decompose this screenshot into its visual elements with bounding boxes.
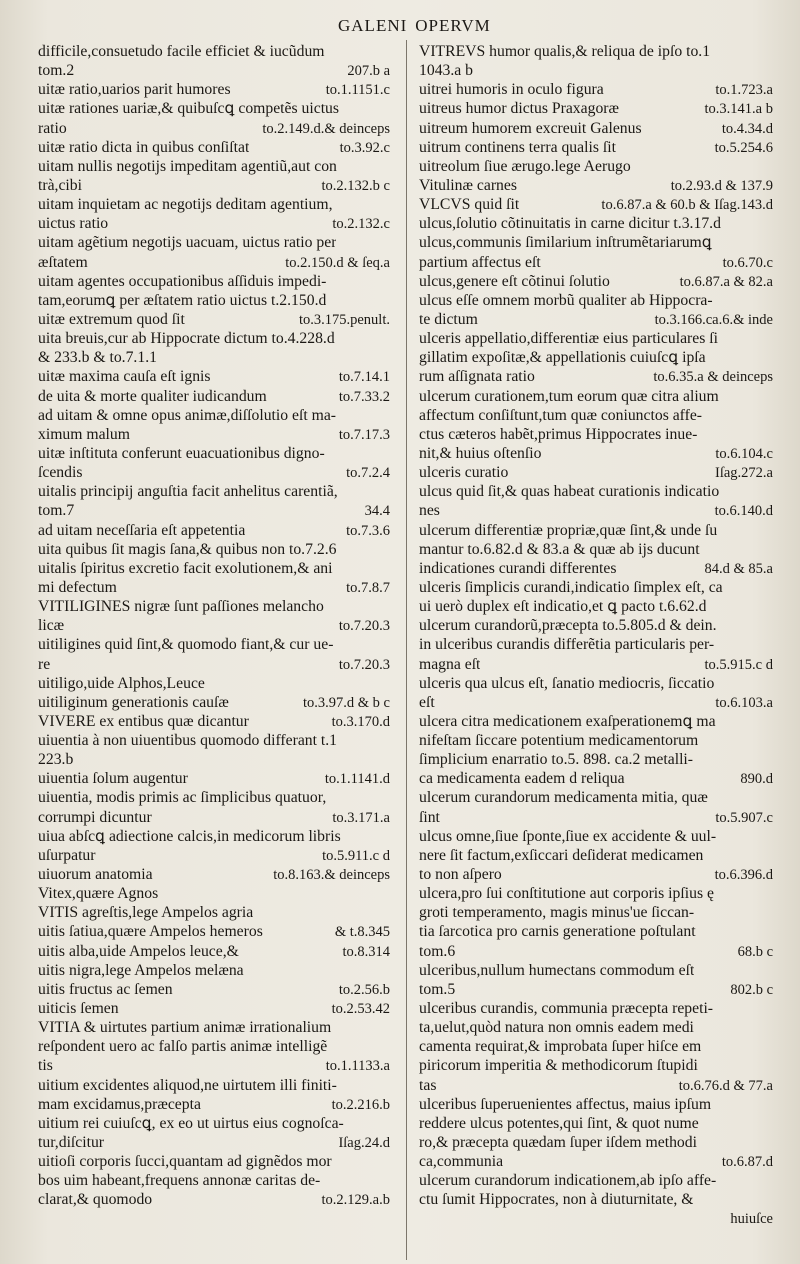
index-line: ulceris ſimplicis curandi,indicatio ſimplex eſt, ca [419, 578, 723, 596]
index-line: ulcerum curandorum medicamenta mitia, quæ [419, 789, 708, 807]
index-line: uitiligo,uide Alphos,Leuce [38, 674, 205, 692]
index-line: uictus ratio to.2.132.c [38, 215, 390, 233]
index-line: uitalis ſpiritus excretio facit exolutionem,& ani [38, 559, 333, 577]
index-line: uitreus humor dictus Praxagoræ to.3.141.a b [419, 100, 773, 118]
index-line: VITILIGINES nigræ ſunt paſſiones melancho [38, 598, 324, 616]
index-column-right [419, 42, 773, 1264]
index-line: uitis ſatiua,quære Ampelos hemeros & t.8.345 [38, 923, 390, 941]
index-line: bos uim habeant,frequens annonæ caritas de- [38, 1172, 321, 1190]
index-line: ulcerum curationem,tum eorum quæ citra alium [419, 387, 719, 405]
index-line: uitæ extremum quod ſit to.3.175.penult. [38, 310, 390, 328]
index-column-left [38, 42, 390, 1248]
index-line: ulceribus curandis, communia præcepta repeti- [419, 1000, 714, 1018]
column-divider [406, 40, 407, 1260]
index-line: uitæ maxima cauſa eſt ignis to.7.14.1 [38, 368, 390, 386]
index-line: ulcus omne,ſiue ſponte,ſiue ex accidente & uul- [419, 827, 717, 845]
index-line: ulcus quid ſit,& quas habeat curationis indicatio [419, 483, 720, 501]
index-line: ulcera citra medicationem exaſperationemꝗ ma [419, 712, 716, 730]
index-line: ad uitam & omne opus animæ,diſſolutio eſt ma- [38, 406, 337, 424]
index-line: re to.7.20.3 [38, 655, 390, 673]
index-line: piricorum imperitia & methodicorum ſtupidi [419, 1057, 698, 1075]
index-line: uita quibus ſit magis ſana,& quibus non to.7.2.6 [38, 540, 337, 558]
index-line: æſtatem to.2.150.d & ſeq.a [38, 253, 390, 271]
index-line: uitiliginum generationis cauſæ to.3.97.d & b c [38, 693, 390, 711]
index-line: ulceris appellatio,differentiæ eius particulares ſi [419, 330, 718, 348]
index-line: affectum conſiſtunt,tum quæ coniunctos affe- [419, 406, 703, 424]
index-line: reſpondent uero ac falſo partis animæ intelligẽ [38, 1038, 328, 1056]
index-line: ad uitam neceſſaria eſt appetentia to.7.3.6 [38, 521, 390, 539]
index-line: ulcerum differentiæ propriæ,quæ ſint,& unde ſu [419, 521, 718, 539]
index-line: ulcerum curandorũ,præcepta to.5.805.d & dein. [419, 617, 717, 635]
index-line: uiua abſcꝗ adiectione calcis,in medicorum libris [38, 827, 341, 845]
index-line: uitiligines quid ſint,& quomodo fiant,& cur ue- [38, 636, 334, 654]
index-line: uitis nigra,lege Ampelos melæna [38, 961, 244, 979]
index-line: 223.b [38, 751, 74, 769]
index-line [419, 1229, 773, 1248]
index-line: ſint to.5.907.c [419, 808, 773, 826]
index-line: uitam inquietam ac negotijs deditam agentium, [38, 196, 333, 214]
index-line: partium affectus eſt to.6.70.c [419, 253, 773, 271]
running-head-left: GALENI [338, 16, 408, 35]
index-line: nit,& huius oſtenſio to.6.104.c [419, 444, 773, 462]
running-head [338, 16, 538, 36]
index-line: uitæ ratio dicta in quibus conſiſtat to.3.92.c [38, 138, 390, 156]
index-line: tom.2 207.b a [38, 62, 390, 80]
index-line: ulceris curatio Iſag.272.a [419, 464, 773, 482]
index-line: uitreolum ſiue ærugo.lege Aerugo [419, 157, 631, 175]
index-line: groti temperamento, magis minus'ue ſiccan- [419, 904, 695, 922]
index-line: ximum malum to.7.17.3 [38, 425, 390, 443]
index-line: gillatim expoſitæ,& appellationis cuiuſcꝗ ipſa [419, 349, 706, 367]
index-line [38, 1210, 390, 1229]
index-line: nere ſit factum,exſiccari deſiderat medicamen [419, 846, 704, 864]
running-head-right: OPERVM [415, 16, 491, 35]
index-line: ca medicamenta eadem d reliqua 890.d [419, 770, 773, 788]
index-line: reddere ulcus potentes,qui ſint, & quot nume [419, 1114, 699, 1132]
index-line: to non aſpero to.6.396.d [419, 866, 773, 884]
index-line: ulcus eſſe omnem morbũ qualiter ab Hippocra- [419, 291, 713, 309]
index-line: uitioſi corporis ſucci,quantam ad gignẽdos mor [38, 1153, 332, 1171]
index-line: uitis alba,uide Ampelos leuce,& to.8.314 [38, 942, 390, 960]
index-line: 1043.a b [419, 62, 474, 80]
index-line: ſimplicium enarratio to.5. 898. ca.2 metalli- [419, 751, 694, 769]
index-line: ulceris qua ulcus eſt, ſanatio mediocris, ſiccatio [419, 674, 715, 692]
index-line: uitrum continens terra qualis ſit to.5.254.6 [419, 138, 773, 156]
index-line: tur,diſcitur Iſag.24.d [38, 1134, 390, 1152]
index-line: ta,uelut,quòd natura non omnis eadem medi [419, 1019, 694, 1037]
index-line: ulceribus ſuperuenientes affectus, maius ipſum [419, 1095, 712, 1113]
index-line: uitæ inſtituta conferunt euacuationibus digno- [38, 444, 325, 462]
index-line: & 233.b & to.7.1.1 [38, 349, 157, 367]
index-line: tom.6 68.b c [419, 942, 773, 960]
index-line: uitam nullis negotijs impeditam agentiũ,aut con [38, 157, 337, 175]
index-line: te dictum to.3.166.ca.6.& inde [419, 310, 773, 328]
index-line: Vitulinæ carnes to.2.93.d & 137.9 [419, 176, 773, 194]
index-line: ulcus,genere eſt cõtinui ſolutio to.6.87.a & 82.a [419, 272, 773, 290]
index-line: ulcus,ſolutio cõtinuitatis in carne dicitur t.3.17.d [419, 215, 721, 233]
index-line: in ulceribus curandis differẽtia particularis per- [419, 636, 715, 654]
index-line: ca,communia to.6.87.d [419, 1153, 773, 1171]
index-line: uitreum humorem excreuit Galenus to.4.34.d [419, 119, 773, 137]
index-line: ro,& præcepta quædam ſuper iſdem methodi [419, 1134, 697, 1152]
index-line: ratio to.2.149.d.& deinceps [38, 119, 390, 137]
index-line: clarat,& quomodo to.2.129.a.b [38, 1191, 390, 1209]
index-line: uita breuis,cur ab Hippocrate dictum to.4.228.d [38, 330, 335, 348]
index-line [419, 1248, 773, 1264]
index-line: uiticis ſemen to.2.53.42 [38, 1000, 390, 1018]
index-line: nifeſtam ſiccare potentium medicamentorum [419, 732, 699, 750]
index-line: eſt to.6.103.a [419, 693, 773, 711]
index-line: indicationes curandi differentes 84.d & 85.a [419, 559, 773, 577]
index-line: nes to.6.140.d [419, 502, 773, 520]
index-line: uitis fructus ac ſemen to.2.56.b [38, 980, 390, 998]
index-line: uiuorum anatomia to.8.163.& deinceps [38, 866, 390, 884]
index-line: tom.7 34.4 [38, 502, 390, 520]
index-line: ui uerò duplex eſt indicatio,et ꝗ pacto t.6.62.d [419, 598, 707, 616]
index-line: mantur to.6.82.d & 83.a & quæ ab ijs ducunt [419, 540, 700, 558]
index-line: ulcus,communis ſimilarium inſtrumẽtariarumꝗ [419, 234, 712, 252]
index-line: camenta requirat,& improbata ſuper hiſce em [419, 1038, 702, 1056]
index-line: uiuentia ſolum augentur to.1.1141.d [38, 770, 390, 788]
index-line: uitium rei cuiuſcꝗ, ex eo ut uirtus eius cognoſca- [38, 1114, 344, 1132]
index-line: magna eſt to.5.915.c d [419, 655, 773, 673]
index-line: tom.5 802.b c [419, 980, 773, 998]
index-line: uitæ rationes uariæ,& quibuſcꝗ competẽs uictus [38, 100, 339, 118]
index-line: ctus cæteros habẽt,primus Hippocrates inue- [419, 425, 698, 443]
index-line: huiuſce [730, 1210, 773, 1227]
index-line: uſurpatur to.5.911.c d [38, 846, 390, 864]
index-line: licæ to.7.20.3 [38, 617, 390, 635]
index-line: trà,cibi to.2.132.b c [38, 176, 390, 194]
index-line: uitam agẽtium negotijs uacuam, uictus ratio per [38, 234, 337, 252]
index-line: uitam agentes occupationibus aſſiduis impedi- [38, 272, 327, 290]
index-line: VLCVS quid ſit to.6.87.a & 60.b & Iſag.143.d [419, 196, 773, 214]
index-line: VITIA & uirtutes partium animæ irrationalium [38, 1019, 332, 1037]
index-line: tas to.6.76.d & 77.a [419, 1076, 773, 1094]
index-line: ſcendis to.7.2.4 [38, 464, 390, 482]
index-line: uitrei humoris in oculo figura to.1.723.a [419, 81, 773, 99]
index-line: ulcerum curandorum indicationem,ab ipſo affe- [419, 1172, 717, 1190]
index-line: uitium excidentes aliquod,ne uirtutem illi finiti- [38, 1076, 337, 1094]
index-line: mam excidamus,præcepta to.2.216.b [38, 1095, 390, 1113]
index-line: rum aſſignata ratio to.6.35.a & deinceps [419, 368, 773, 386]
index-line: Vitex,quære Agnos [38, 885, 159, 903]
index-line: ulceribus,nullum humectans commodum eſt [419, 961, 695, 979]
index-line: ulcera,pro ſui conſtitutione aut corporis ipſius ę [419, 885, 714, 903]
index-line [38, 1229, 390, 1248]
index-line: ctu ſumit Hippocrates, non à diuturnitate, & [419, 1191, 694, 1209]
index-line: tia ſarcotica pro carnis generatione poſtulant [419, 923, 696, 941]
index-line: VIVERE ex entibus quæ dicantur to.3.170.d [38, 712, 390, 730]
index-line: tam,eorumꝗ per æſtatem ratio uictus t.2.150.d [38, 291, 327, 309]
index-line: uiuentia, modis primis ac ſimplicibus quatuor, [38, 789, 327, 807]
index-line: uitæ ratio,uarios parit humores to.1.1151.c [38, 81, 390, 99]
index-line: uiuentia à non uiuentibus quomodo differant t.1 [38, 732, 338, 750]
index-line: mi defectum to.7.8.7 [38, 578, 390, 596]
index-line: uitalis principij anguſtia facit anhelitus carentiã, [38, 483, 338, 501]
index-line: de uita & morte qualiter iudicandum to.7.33.2 [38, 387, 390, 405]
index-line: corrumpi dicuntur to.3.171.a [38, 808, 390, 826]
index-line: difficile,consuetudo facile efficiet & iucũdum [38, 43, 325, 60]
index-line: tis to.1.1133.a [38, 1057, 390, 1075]
index-line: VITREVS humor qualis,& reliqua de ipſo to.1 [419, 43, 711, 60]
index-line: VITIS agreſtis,lege Ampelos agria [38, 904, 254, 922]
